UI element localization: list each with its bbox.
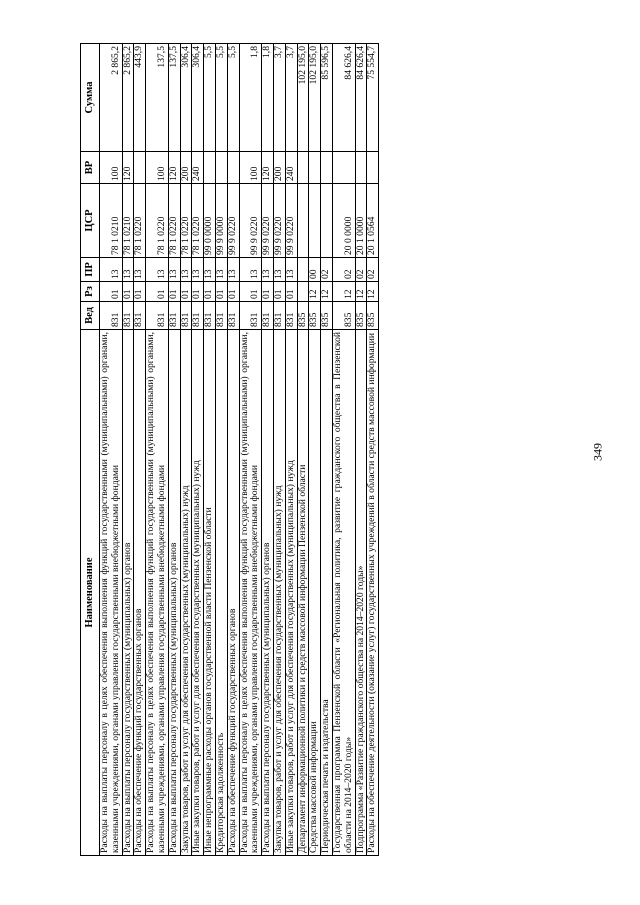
table-row (285, 44, 297, 856)
cell-pr: 13 (262, 258, 274, 282)
cell-ved: 835 (332, 302, 355, 330)
cell-pr: 13 (239, 258, 262, 282)
cell-csr: 78 1 0210 (122, 184, 134, 258)
cell-pr (297, 258, 309, 282)
cell-ved: 831 (262, 302, 274, 330)
cell-pr: 13 (122, 258, 134, 282)
page-number: 349 (590, 443, 605, 461)
table-row (204, 44, 216, 856)
cell-name: Расходы на выплаты персоналу в целях обеспечения выполнения функций государственными (муниципальными) органами, казенными учреждениями, органами управления государственными внебюджетными фондами (100, 330, 123, 856)
cell-pr: 00 (309, 258, 321, 282)
cell-vr (367, 152, 379, 184)
cell-csr: 99 0 0000 (204, 184, 216, 258)
cell-rz: 01 (168, 282, 180, 302)
cell-csr (321, 184, 333, 258)
cell-pr: 13 (100, 258, 123, 282)
cell-vr (321, 152, 333, 184)
cell-vr: 100 (239, 152, 262, 184)
cell-rz: 01 (262, 282, 274, 302)
cell-pr: 13 (227, 258, 239, 282)
cell-rz: 12 (332, 282, 355, 302)
cell-sum: 306,4 (180, 44, 192, 152)
table-row (262, 44, 274, 856)
cell-name: Расходы на выплаты персоналу государственных (муниципальных) органов (168, 330, 180, 856)
cell-csr: 99 9 0220 (239, 184, 262, 258)
cell-ved: 831 (192, 302, 204, 330)
cell-rz: 01 (204, 282, 216, 302)
cell-rz: 12 (321, 282, 333, 302)
cell-csr: 78 1 0220 (168, 184, 180, 258)
cell-name: Расходы на обеспечение функций государственных органов (227, 330, 239, 856)
cell-sum: 1,8 (239, 44, 262, 152)
cell-rz: 01 (273, 282, 285, 302)
cell-csr: 78 1 0220 (134, 184, 146, 258)
cell-ved: 831 (146, 302, 169, 330)
cell-sum: 137,5 (146, 44, 169, 152)
cell-pr: 02 (321, 258, 333, 282)
cell-name: Расходы на выплаты персоналу в целях обеспечения выполнения функций государственными (муниципальными) органами, казенными учреждениями, органами управления государственными внебюджетными фондами (146, 330, 169, 856)
table-row (273, 44, 285, 856)
cell-name: Закупка товаров, работ и услуг для обеспечения государственных (муниципальных) нужд (180, 330, 192, 856)
cell-csr: 78 1 0220 (192, 184, 204, 258)
cell-name: Кредиторская задолженность (215, 330, 227, 856)
cell-csr: 78 1 0220 (146, 184, 169, 258)
budget-table (80, 43, 379, 856)
cell-vr (134, 152, 146, 184)
cell-ved: 831 (215, 302, 227, 330)
cell-ved: 835 (321, 302, 333, 330)
table-row (332, 44, 355, 856)
table-row (215, 44, 227, 856)
cell-rz: 01 (146, 282, 169, 302)
cell-vr: 120 (122, 152, 134, 184)
cell-sum: 5,5 (227, 44, 239, 152)
cell-sum: 137,5 (168, 44, 180, 152)
table-row (146, 44, 169, 856)
cell-ved: 831 (122, 302, 134, 330)
header-csr: ЦСР (81, 184, 100, 258)
cell-vr (332, 152, 355, 184)
cell-vr (297, 152, 309, 184)
table-row (239, 44, 262, 856)
cell-csr (297, 184, 309, 258)
cell-ved: 835 (355, 302, 367, 330)
cell-rz: 12 (367, 282, 379, 302)
cell-name: Государственная программа Пензенской области «Региональная политика, развитие гражданского общества в Пензенской области на 2014–2020 годы» (332, 330, 355, 856)
cell-name: Иные закупки товаров, работ и услуг для обеспечения государственных (муниципальных) нужд (285, 330, 297, 856)
table-row (321, 44, 333, 856)
cell-name: Расходы на выплаты персоналу государственных (муниципальных) органов (262, 330, 274, 856)
cell-pr: 02 (332, 258, 355, 282)
cell-vr (309, 152, 321, 184)
cell-rz: 12 (309, 282, 321, 302)
table-row (122, 44, 134, 856)
cell-vr: 120 (168, 152, 180, 184)
cell-pr: 13 (168, 258, 180, 282)
table-row (168, 44, 180, 856)
table-row (192, 44, 204, 856)
cell-vr: 100 (146, 152, 169, 184)
cell-vr (204, 152, 216, 184)
table-row (134, 44, 146, 856)
cell-vr: 200 (273, 152, 285, 184)
cell-csr: 78 1 0210 (100, 184, 123, 258)
cell-ved: 835 (297, 302, 309, 330)
cell-rz: 01 (100, 282, 123, 302)
cell-name: Расходы на выплаты персоналу государственных (муниципальных) органов (122, 330, 134, 856)
cell-name: Расходы на обеспечение функций государственных органов (134, 330, 146, 856)
cell-sum: 2 865,2 (122, 44, 134, 152)
header-sum: Сумма (81, 44, 100, 152)
table-body (100, 44, 379, 856)
cell-rz: 01 (227, 282, 239, 302)
cell-sum: 1,8 (262, 44, 274, 152)
cell-name: Закупка товаров, работ и услуг для обеспечения государственных (муниципальных) нужд (273, 330, 285, 856)
cell-ved: 831 (239, 302, 262, 330)
table-header-row (81, 44, 100, 856)
cell-pr: 13 (215, 258, 227, 282)
cell-pr: 13 (273, 258, 285, 282)
cell-vr: 240 (192, 152, 204, 184)
cell-csr: 99 9 0220 (262, 184, 274, 258)
cell-sum: 84 626,4 (332, 44, 355, 152)
table-row (367, 44, 379, 856)
cell-vr (227, 152, 239, 184)
cell-sum: 102 195,0 (297, 44, 309, 152)
cell-sum: 3,7 (273, 44, 285, 152)
cell-rz: 01 (134, 282, 146, 302)
cell-sum: 85 596,5 (321, 44, 333, 152)
cell-name: Расходы на выплаты персоналу в целях обеспечения выполнения функций государственными (муниципальными) органами, казенными учреждениями, органами управления государственными внебюджетными фондами (239, 330, 262, 856)
table-row (355, 44, 367, 856)
cell-sum: 5,5 (215, 44, 227, 152)
cell-sum: 3,7 (285, 44, 297, 152)
cell-sum: 2 865,2 (100, 44, 123, 152)
cell-csr: 20 1 0000 (355, 184, 367, 258)
cell-sum: 443,9 (134, 44, 146, 152)
cell-rz: 12 (355, 282, 367, 302)
cell-name: Средства массовой информации (309, 330, 321, 856)
table-row (227, 44, 239, 856)
cell-sum: 5,5 (204, 44, 216, 152)
header-vr: ВР (81, 152, 100, 184)
header-ved: Вед (81, 302, 100, 330)
cell-ved: 831 (204, 302, 216, 330)
cell-rz: 01 (239, 282, 262, 302)
table-row (100, 44, 123, 856)
cell-ved: 831 (273, 302, 285, 330)
cell-pr: 13 (285, 258, 297, 282)
cell-pr: 02 (355, 258, 367, 282)
cell-vr: 240 (285, 152, 297, 184)
cell-rz: 01 (192, 282, 204, 302)
cell-name: Иные закупки товаров, работ и услуг для обеспечения государственных (муниципальных) нужд (192, 330, 204, 856)
rotated-table-wrapper (80, 44, 548, 856)
cell-vr: 200 (180, 152, 192, 184)
cell-csr: 99 9 0220 (227, 184, 239, 258)
cell-vr: 100 (100, 152, 123, 184)
cell-vr: 120 (262, 152, 274, 184)
cell-csr: 99 9 0220 (285, 184, 297, 258)
cell-ved: 835 (309, 302, 321, 330)
cell-rz: 01 (180, 282, 192, 302)
table-row (309, 44, 321, 856)
cell-ved: 831 (100, 302, 123, 330)
cell-name: Департамент информационной политики и средств массовой информации Пензенской области (297, 330, 309, 856)
cell-csr: 78 1 0220 (180, 184, 192, 258)
cell-ved: 831 (168, 302, 180, 330)
cell-rz: 01 (285, 282, 297, 302)
cell-csr: 99 9 0000 (215, 184, 227, 258)
cell-vr (355, 152, 367, 184)
cell-ved: 835 (367, 302, 379, 330)
cell-sum: 102 195,0 (309, 44, 321, 152)
cell-sum: 306,4 (192, 44, 204, 152)
header-pr: ПР (81, 258, 100, 282)
cell-name: Периодическая печать и издательства (321, 330, 333, 856)
cell-sum: 84 626,4 (355, 44, 367, 152)
cell-name: Расходы на обеспечение деятельности (оказание услуг) государственных учреждений в области средств массовой информации (367, 330, 379, 856)
cell-pr: 13 (146, 258, 169, 282)
cell-ved: 831 (227, 302, 239, 330)
cell-pr: 13 (192, 258, 204, 282)
cell-pr: 13 (180, 258, 192, 282)
header-name: Наименование (81, 330, 100, 856)
cell-ved: 831 (180, 302, 192, 330)
cell-csr (309, 184, 321, 258)
cell-ved: 831 (285, 302, 297, 330)
cell-vr (215, 152, 227, 184)
cell-rz: 01 (215, 282, 227, 302)
cell-csr: 20 1 0564 (367, 184, 379, 258)
cell-csr: 99 9 0220 (273, 184, 285, 258)
table-row (297, 44, 309, 856)
cell-rz: 01 (122, 282, 134, 302)
table-row (180, 44, 192, 856)
cell-ved: 831 (134, 302, 146, 330)
header-rz: Рз (81, 282, 100, 302)
cell-name: Подпрограмма «Развитие гражданского общества на 2014–2020 годы» (355, 330, 367, 856)
cell-pr: 02 (367, 258, 379, 282)
cell-rz (297, 282, 309, 302)
cell-csr: 20 0 0000 (332, 184, 355, 258)
cell-name: Иные непрограммные расходы органов государственной власти Пензенской области (204, 330, 216, 856)
cell-sum: 75 554,7 (367, 44, 379, 152)
cell-pr: 13 (134, 258, 146, 282)
cell-pr: 13 (204, 258, 216, 282)
